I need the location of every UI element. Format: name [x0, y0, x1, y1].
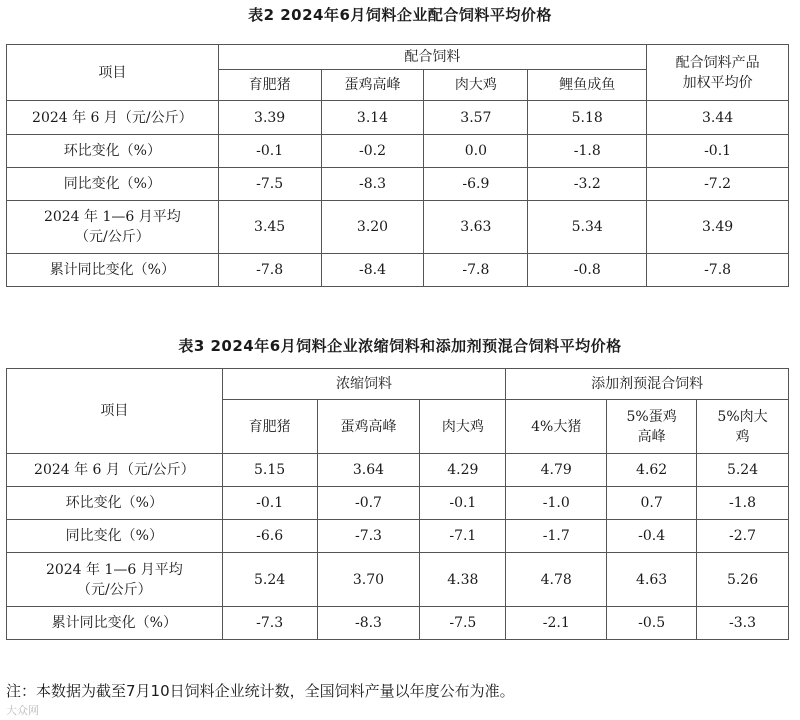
row-label: 累计同比变化（%）	[7, 607, 223, 640]
table-cell: 4.79	[506, 454, 607, 487]
table2-weighted-header-line2: 加权平均价	[682, 74, 753, 91]
table3	[6, 368, 789, 640]
table-cell: 3.14	[321, 101, 424, 135]
table-cell: -2.7	[697, 520, 789, 553]
col-header-line2: 鸡	[735, 428, 750, 445]
row-label	[7, 201, 219, 254]
table3-group2-header: 添加剂预混合饲料	[506, 369, 789, 400]
table-cell: -7.1	[420, 520, 506, 553]
table2	[6, 44, 789, 287]
table2-weighted-header-line1: 配合饲料产品	[675, 54, 760, 71]
table-cell: -1.8	[528, 135, 647, 168]
table2-col-header: 蛋鸡高峰	[321, 70, 424, 101]
table3-col-header	[506, 400, 607, 454]
table-row	[7, 101, 789, 135]
table-cell: -3.2	[528, 168, 647, 201]
table-row	[7, 553, 789, 607]
table3-title: 表3 2024年6月饲料企业浓缩饲料和添加剂预混合饲料平均价格	[178, 337, 622, 355]
table-cell: -0.2	[321, 135, 424, 168]
col-header-line1: 5%蛋鸡	[626, 408, 677, 425]
row-label-line2: （元/公斤）	[74, 229, 150, 245]
table-cell: -0.1	[218, 135, 321, 168]
table-cell: 3.45	[218, 201, 321, 254]
table-cell: 5.15	[222, 454, 317, 487]
table-row	[7, 520, 789, 553]
table-cell: -0.1	[420, 487, 506, 520]
table3-col-header	[317, 400, 420, 454]
row-label: 同比变化（%）	[7, 520, 223, 553]
table-cell: -6.6	[222, 520, 317, 553]
table2-title: 表2 2024年6月饲料企业配合饲料平均价格	[248, 6, 552, 24]
table2-col-header: 鲤鱼成鱼	[528, 70, 647, 101]
row-label-line1: 2024 年 1—6 月平均	[43, 209, 181, 225]
table-row	[7, 201, 789, 254]
row-label: 2024 年 6 月（元/公斤）	[7, 101, 219, 135]
table-row	[7, 487, 789, 520]
col-header-line1: 育肥猪	[248, 418, 291, 435]
table-cell: 4.38	[420, 553, 506, 607]
table3-item-header: 项目	[7, 369, 223, 454]
row-label: 2024 年 6 月（元/公斤）	[7, 454, 223, 487]
table-cell: -8.4	[321, 254, 424, 287]
table-cell: -1.0	[506, 487, 607, 520]
table-cell: -7.8	[647, 254, 789, 287]
row-label	[7, 553, 223, 607]
table-cell: -0.8	[528, 254, 647, 287]
table-cell: 3.44	[647, 101, 789, 135]
table-cell: 3.70	[317, 553, 420, 607]
table-cell: -7.2	[647, 168, 789, 201]
table-cell: -8.3	[321, 168, 424, 201]
footnote: 注：本数据为截至7月10日饲料企业统计数，全国饲料产量以年度公布为准。	[6, 682, 515, 700]
table-cell: -0.1	[222, 487, 317, 520]
table2-col-header: 肉大鸡	[424, 70, 528, 101]
table-cell: 3.63	[424, 201, 528, 254]
table-cell: 5.34	[528, 201, 647, 254]
table2-weighted-header	[647, 45, 789, 101]
table-row	[7, 254, 789, 287]
table2-item-header: 项目	[7, 45, 219, 101]
col-header-line1: 肉大鸡	[441, 418, 484, 435]
table-cell: 3.20	[321, 201, 424, 254]
table-cell: -0.5	[607, 607, 697, 640]
table-cell: 4.78	[506, 553, 607, 607]
table-cell: -3.3	[697, 607, 789, 640]
col-header-line2: 高峰	[637, 428, 666, 445]
table-cell: -7.5	[218, 168, 321, 201]
table-cell: -0.1	[647, 135, 789, 168]
row-label: 累计同比变化（%）	[7, 254, 219, 287]
table-cell: 3.57	[424, 101, 528, 135]
col-header-line1: 5%肉大	[717, 408, 768, 425]
table-cell: -1.7	[506, 520, 607, 553]
watermark: 大众网	[6, 704, 39, 717]
table-cell: -7.8	[218, 254, 321, 287]
table-row	[7, 454, 789, 487]
table-cell: 4.62	[607, 454, 697, 487]
table-cell: 0.0	[424, 135, 528, 168]
table-cell: -6.9	[424, 168, 528, 201]
table2-col-header: 育肥猪	[218, 70, 321, 101]
table-cell: 5.24	[697, 454, 789, 487]
col-header-line1: 4%大猪	[531, 418, 582, 435]
row-label: 同比变化（%）	[7, 168, 219, 201]
table-cell: 3.64	[317, 454, 420, 487]
col-header-line1: 蛋鸡高峰	[340, 418, 397, 435]
table-cell: 3.39	[218, 101, 321, 135]
row-label-line2: （元/公斤）	[76, 581, 152, 598]
table-cell: -0.4	[607, 520, 697, 553]
table-cell: -7.3	[222, 607, 317, 640]
table-cell: -8.3	[317, 607, 420, 640]
table-cell: -1.8	[697, 487, 789, 520]
table-cell: -2.1	[506, 607, 607, 640]
table-cell: 3.49	[647, 201, 789, 254]
table-cell: -7.5	[420, 607, 506, 640]
table3-col-header	[222, 400, 317, 454]
table-row	[7, 135, 789, 168]
table3-col-header	[420, 400, 506, 454]
row-label: 环比变化（%）	[7, 487, 223, 520]
table3-col-header	[697, 400, 789, 454]
table-cell: -7.3	[317, 520, 420, 553]
row-label-line1: 2024 年 1—6 月平均	[45, 561, 183, 578]
table2-group-header: 配合饲料	[218, 45, 646, 70]
table-cell: 4.63	[607, 553, 697, 607]
table-cell: -7.8	[424, 254, 528, 287]
table-cell: 5.24	[222, 553, 317, 607]
table-cell: 5.26	[697, 553, 789, 607]
table-row	[7, 168, 789, 201]
table-cell: 0.7	[607, 487, 697, 520]
table-cell: -0.7	[317, 487, 420, 520]
table3-col-header	[607, 400, 697, 454]
table-row	[7, 607, 789, 640]
table-cell: 4.29	[420, 454, 506, 487]
table-cell: 5.18	[528, 101, 647, 135]
table3-group1-header: 浓缩饲料	[222, 369, 506, 400]
row-label: 环比变化（%）	[7, 135, 219, 168]
